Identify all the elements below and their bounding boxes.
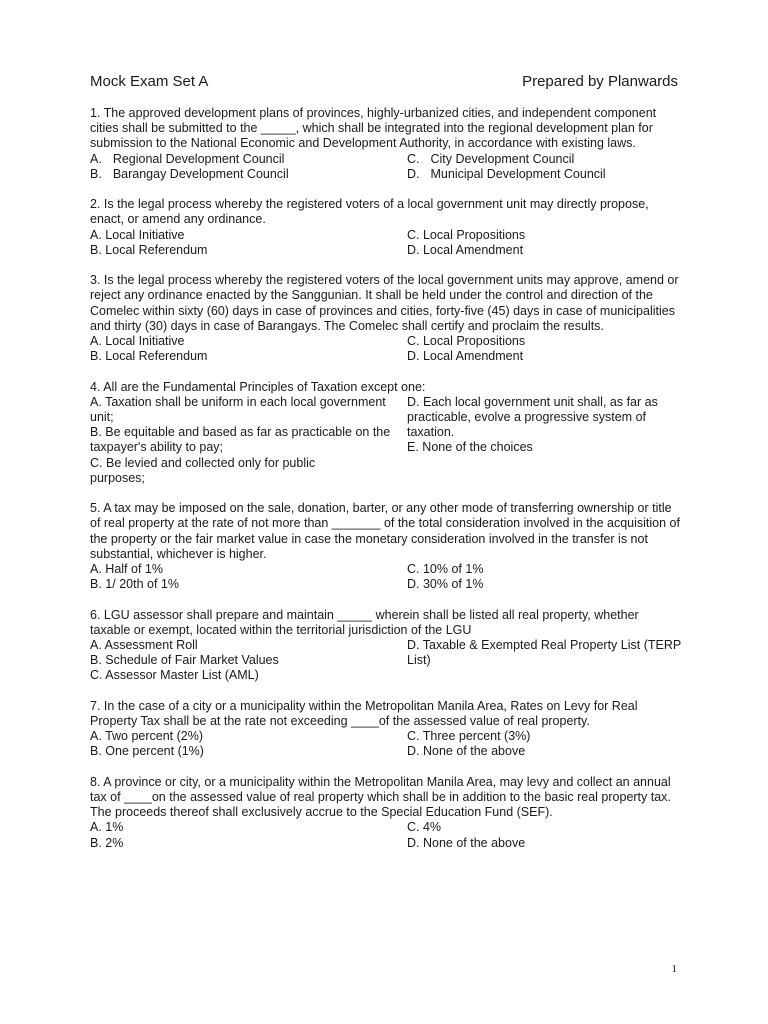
- option-c: [90, 668, 407, 683]
- option-letter: E.: [407, 440, 419, 455]
- question-6: [90, 608, 682, 684]
- option-text: Local Initiative: [105, 227, 185, 242]
- option-letter: A.: [90, 334, 102, 349]
- option-letter: C.: [407, 334, 420, 349]
- option-text: Half of 1%: [105, 562, 163, 577]
- answer-options: [90, 729, 682, 759]
- question-stem: 5. A tax may be imposed on the sale, donation, barter, or any other mode of transferring ownership or title of real property at the rate of not more than _______ of the total consideration involved in the acquisition of the property or the fair market value in case the monetary consideration involved in the transfer is not substantial, whichever is higher.: [90, 501, 680, 561]
- option-letter: D.: [407, 835, 420, 850]
- option-letter: C.: [407, 729, 420, 744]
- option-letter: B.: [90, 653, 102, 668]
- option-d: [407, 744, 682, 759]
- prepared-by: Prepared by Planwards: [522, 73, 678, 90]
- option-a: [90, 820, 407, 835]
- option-letter: B.: [90, 242, 102, 257]
- option-text: Taxable & Exempted Real Property List (TERP List): [407, 638, 681, 668]
- option-b: [90, 349, 407, 364]
- answer-options: [90, 334, 682, 364]
- option-text: Two percent (2%): [105, 729, 204, 744]
- option-a: [90, 228, 407, 243]
- option-c: [407, 152, 682, 167]
- answer-options: [90, 562, 682, 592]
- option-text: Local Referendum: [105, 242, 208, 257]
- option-d: [407, 395, 682, 441]
- option-text: Three percent (3%): [422, 729, 531, 744]
- option-c: [407, 820, 682, 835]
- option-c: [407, 334, 682, 349]
- option-text: 30% of 1%: [422, 577, 484, 592]
- option-text: Be equitable and based as far as practicable on the taxpayer's ability to pay;: [90, 425, 391, 455]
- option-e: [407, 440, 682, 455]
- option-text: Regional Development Council: [112, 151, 285, 166]
- option-text: One percent (1%): [105, 744, 204, 759]
- option-letter: A.: [90, 820, 102, 835]
- option-c: [407, 228, 682, 243]
- option-a: [90, 729, 407, 744]
- option-letter: D.: [407, 166, 420, 181]
- option-letter: C.: [407, 151, 420, 166]
- option-c: [407, 562, 682, 577]
- question-4: [90, 380, 682, 486]
- option-d: [407, 349, 682, 364]
- option-d: [407, 167, 682, 182]
- option-a: [90, 638, 407, 653]
- question-stem: 4. All are the Fundamental Principles of Taxation except one:: [90, 379, 426, 394]
- option-letter: A.: [90, 151, 102, 166]
- question-7: [90, 699, 682, 760]
- option-a: [90, 152, 407, 167]
- option-d: [407, 836, 682, 851]
- option-c: [90, 456, 407, 486]
- question-stem: 7. In the case of a city or a municipality within the Metropolitan Manila Area, Rates on Levy for Real Property Tax shall be at the rate not exceeding ____of the assessed value of real property.: [90, 698, 638, 729]
- option-b: [90, 243, 407, 258]
- option-text: 4%: [422, 820, 442, 835]
- option-text: Taxation shall be uniform in each local government unit;: [90, 394, 386, 425]
- answer-options: [90, 395, 682, 486]
- option-letter: D.: [407, 577, 420, 592]
- option-text: Local Propositions: [422, 227, 526, 242]
- option-b: [90, 744, 407, 759]
- option-a: [90, 562, 407, 577]
- option-a: [90, 334, 407, 349]
- page-header: [90, 72, 678, 92]
- option-letter: A.: [90, 227, 102, 242]
- option-c: [407, 729, 682, 744]
- question-stem: 2. Is the legal process whereby the registered voters of a local government unit may directly propose, enact, or amend any ordinance.: [90, 197, 649, 227]
- option-text: 2%: [105, 835, 124, 850]
- option-letter: A.: [90, 729, 102, 744]
- page-number: 1: [671, 963, 677, 975]
- option-letter: B.: [90, 166, 102, 181]
- option-text: Local Propositions: [422, 334, 526, 349]
- question-1: [90, 106, 682, 182]
- option-letter: C.: [90, 455, 103, 470]
- option-text: Municipal Development Council: [430, 166, 606, 181]
- option-d: [407, 243, 682, 258]
- answer-options: [90, 638, 682, 684]
- answer-options: [90, 152, 682, 182]
- question-stem: 6. LGU assessor shall prepare and maintain _____ wherein shall be listed all real property, whether taxable or exempt, located within the territorial jurisdiction of the LGU: [90, 607, 639, 637]
- option-letter: B.: [90, 835, 102, 850]
- option-b: [90, 577, 407, 592]
- question-3: [90, 273, 682, 364]
- options-left-column: [90, 638, 407, 684]
- option-text: None of the above: [422, 835, 526, 850]
- option-text: Local Referendum: [105, 349, 208, 364]
- option-letter: A.: [90, 394, 102, 409]
- option-text: Assessor Master List (AML): [105, 668, 259, 683]
- option-letter: D.: [407, 744, 420, 759]
- options-left-column: [90, 395, 407, 486]
- question-2: [90, 197, 682, 258]
- option-letter: B.: [90, 425, 102, 440]
- answer-options: [90, 228, 682, 258]
- option-letter: D.: [407, 349, 420, 364]
- option-d: [407, 638, 682, 668]
- option-text: None of the choices: [422, 440, 533, 455]
- option-letter: B.: [90, 744, 102, 759]
- question-stem: 1. The approved development plans of provinces, highly-urbanized cities, and independent component cities shall be submitted to the _____, which shall be integrated into the regional development plan for submission to the National Economic and Development Authority, in accordance with existing laws.: [90, 106, 657, 151]
- option-text: Barangay Development Council: [112, 166, 289, 181]
- option-text: Each local government unit shall, as far as practicable, evolve a progressive system of taxation.: [407, 394, 658, 440]
- option-b: [90, 425, 407, 455]
- option-letter: B.: [90, 577, 102, 592]
- option-d: [407, 577, 682, 592]
- option-letter: D.: [407, 242, 420, 257]
- options-right-column: [407, 638, 682, 668]
- option-text: City Development Council: [430, 151, 575, 166]
- option-text: Assessment Roll: [104, 638, 198, 653]
- option-text: Schedule of Fair Market Values: [105, 653, 279, 668]
- option-letter: D.: [407, 638, 420, 653]
- option-text: Local Amendment: [422, 349, 524, 364]
- option-letter: B.: [90, 349, 102, 364]
- question-8: [90, 775, 682, 851]
- option-letter: D.: [407, 394, 420, 409]
- question-list: [90, 106, 682, 866]
- option-text: Local Initiative: [105, 334, 185, 349]
- option-b: [90, 653, 407, 668]
- option-text: Be levied and collected only for public purposes;: [90, 455, 316, 485]
- option-letter: A.: [90, 562, 102, 577]
- option-letter: C.: [90, 668, 103, 683]
- option-letter: A.: [90, 638, 102, 653]
- option-text: 10% of 1%: [422, 562, 484, 577]
- question-stem: 8. A province or city, or a municipality within the Metropolitan Manila Area, may levy and collect an annual tax of ____on the assessed value of real property which shall be in addition to the basic real property tax. The proceeds thereof shall exclusively accrue to the Special Education Fund (SEF).: [90, 774, 671, 820]
- question-5: [90, 501, 682, 592]
- option-text: Local Amendment: [422, 242, 524, 257]
- option-text: 1%: [105, 820, 124, 835]
- exam-title: Mock Exam Set A: [90, 73, 209, 90]
- option-b: [90, 167, 407, 182]
- option-text: None of the above: [422, 744, 526, 759]
- question-stem: 3. Is the legal process whereby the registered voters of the local government units may approve, amend or reject any ordinance enacted by the Sanggunian. It shall be held under the control and direction of the Comelec within sixty (60) days in case of provinces and cities, forty-five (45) days in case of municipalities and thirty (30) days in case of Barangays. The Comelec shall certify and proclaim the results.: [90, 273, 679, 333]
- answer-options: [90, 820, 682, 850]
- option-text: 1/ 20th of 1%: [105, 577, 179, 592]
- option-a: [90, 395, 407, 425]
- option-letter: C.: [407, 820, 420, 835]
- option-letter: C.: [407, 227, 420, 242]
- options-right-column: [407, 395, 682, 456]
- option-b: [90, 836, 407, 851]
- option-letter: C.: [407, 562, 420, 577]
